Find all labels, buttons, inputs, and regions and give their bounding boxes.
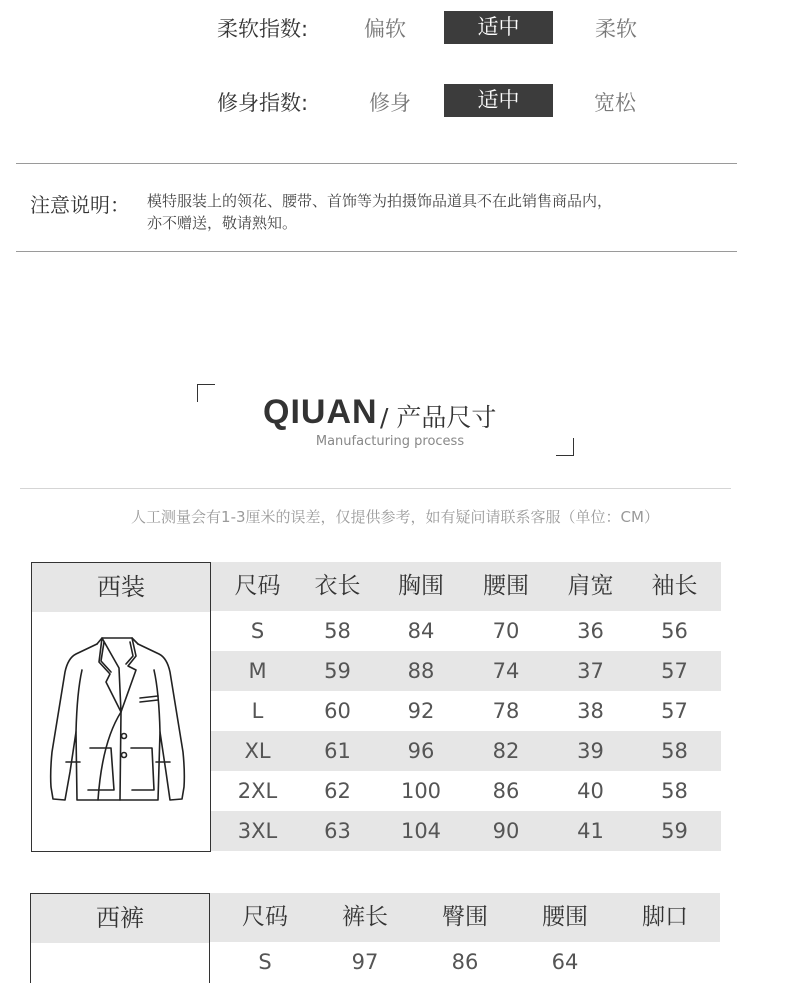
cell-length: 60	[324, 699, 351, 723]
cell-chest: 100	[400, 779, 442, 803]
divider-top	[16, 163, 737, 164]
cell-length: 58	[324, 619, 351, 643]
section-title: / 产品尺寸	[380, 403, 497, 432]
cell-sleeve: 56	[661, 619, 688, 643]
cell-hip: 86	[451, 950, 479, 974]
suit-header-size: 尺码	[234, 573, 281, 599]
cell-waist: 86	[492, 779, 520, 803]
table-row	[211, 691, 721, 731]
cell-waist: 82	[492, 739, 520, 763]
cell-waist: 74	[492, 659, 520, 683]
cell-length: 63	[324, 819, 351, 843]
table-row	[211, 771, 721, 811]
note-line-2: 亦不赠送，敬请熟知。	[147, 214, 298, 232]
suit-category-label: 西装	[32, 563, 210, 612]
cell-chest: 96	[407, 739, 435, 763]
fit-option-slim[interactable]: 修身	[369, 91, 411, 115]
pants-header-row	[210, 893, 720, 942]
cell-sleeve: 57	[661, 699, 688, 723]
cell-sleeve: 58	[661, 739, 688, 763]
pants-header-size: 尺码	[242, 904, 288, 930]
suit-header-shoulder: 肩宽	[567, 573, 614, 599]
pants-header-length: 裤长	[342, 904, 388, 930]
cell-chest: 92	[407, 699, 435, 723]
fit-label: 修身指数:	[217, 91, 309, 115]
divider-bottom	[16, 251, 737, 252]
suit-header-length: 衣长	[314, 573, 361, 599]
cell-waist: 70	[492, 619, 520, 643]
cell-chest: 88	[407, 659, 435, 683]
section-subtitle: Manufacturing process	[315, 434, 465, 449]
cell-sleeve: 57	[661, 659, 688, 683]
suit-size-grid	[211, 562, 721, 851]
pants-size-grid	[210, 893, 720, 982]
cell-size: XL	[244, 739, 271, 763]
cell-waist: 64	[551, 950, 579, 974]
cell-shoulder: 39	[577, 739, 604, 763]
suit-header-chest: 胸围	[398, 573, 444, 599]
softness-option-very-soft[interactable]: 柔软	[595, 17, 637, 41]
suit-header-row	[211, 562, 721, 611]
cell-size: 3XL	[237, 819, 278, 843]
cell-shoulder: 40	[577, 779, 604, 803]
cell-sleeve: 59	[661, 819, 688, 843]
cell-sleeve: 58	[661, 779, 688, 803]
cell-size: S	[250, 619, 265, 643]
pants-header-hem: 脚口	[642, 904, 688, 930]
cell-size: M	[248, 659, 267, 683]
measurement-hint: 人工测量会有1-3厘米的误差，仅提供参考，如有疑问请联系客服（单位：CM）	[131, 508, 659, 526]
cell-shoulder: 37	[577, 659, 604, 683]
cell-size: 2XL	[237, 779, 278, 803]
cell-shoulder: 38	[577, 699, 604, 723]
note-title: 注意说明：	[30, 193, 130, 217]
softness-option-selected[interactable]: 适中	[444, 11, 553, 44]
pants-header-hip: 臀围	[442, 904, 488, 930]
cell-hem	[610, 942, 720, 982]
table-row	[211, 731, 721, 771]
blazer-icon	[32, 612, 210, 851]
suit-category-box	[31, 562, 211, 852]
fit-option-selected[interactable]: 适中	[444, 84, 553, 117]
section-divider	[20, 488, 731, 489]
cell-shoulder: 36	[577, 619, 604, 643]
cell-length: 59	[324, 659, 351, 683]
cell-length: 97	[351, 950, 379, 974]
cell-waist: 78	[492, 699, 520, 723]
corner-bracket-bottom-right	[556, 438, 574, 456]
suit-header-sleeve: 袖长	[651, 573, 698, 599]
cell-length: 61	[324, 739, 351, 763]
note-line-1: 模特服装上的领花、腰带、首饰等为拍摄饰品道具不在此销售商品内，	[147, 192, 613, 210]
brand-name: QIUAN	[263, 393, 378, 431]
cell-chest: 84	[407, 619, 435, 643]
corner-bracket-top-left	[197, 384, 215, 402]
cell-size: S	[258, 950, 272, 974]
cell-shoulder: 41	[577, 819, 604, 843]
softness-option-soft[interactable]: 偏软	[364, 17, 406, 41]
suit-header-waist: 腰围	[483, 573, 529, 599]
pants-category-box	[30, 893, 210, 983]
cell-length: 62	[324, 779, 351, 803]
cell-size: L	[251, 699, 264, 723]
table-row	[210, 942, 720, 982]
fit-option-loose[interactable]: 宽松	[594, 91, 636, 115]
table-row	[211, 811, 721, 851]
cell-chest: 104	[400, 819, 442, 843]
table-row	[211, 651, 721, 691]
softness-label: 柔软指数:	[217, 17, 309, 41]
cell-waist: 90	[492, 819, 520, 843]
pants-category-label: 西裤	[31, 894, 209, 943]
table-row	[211, 611, 721, 651]
pants-header-waist: 腰围	[542, 904, 588, 930]
